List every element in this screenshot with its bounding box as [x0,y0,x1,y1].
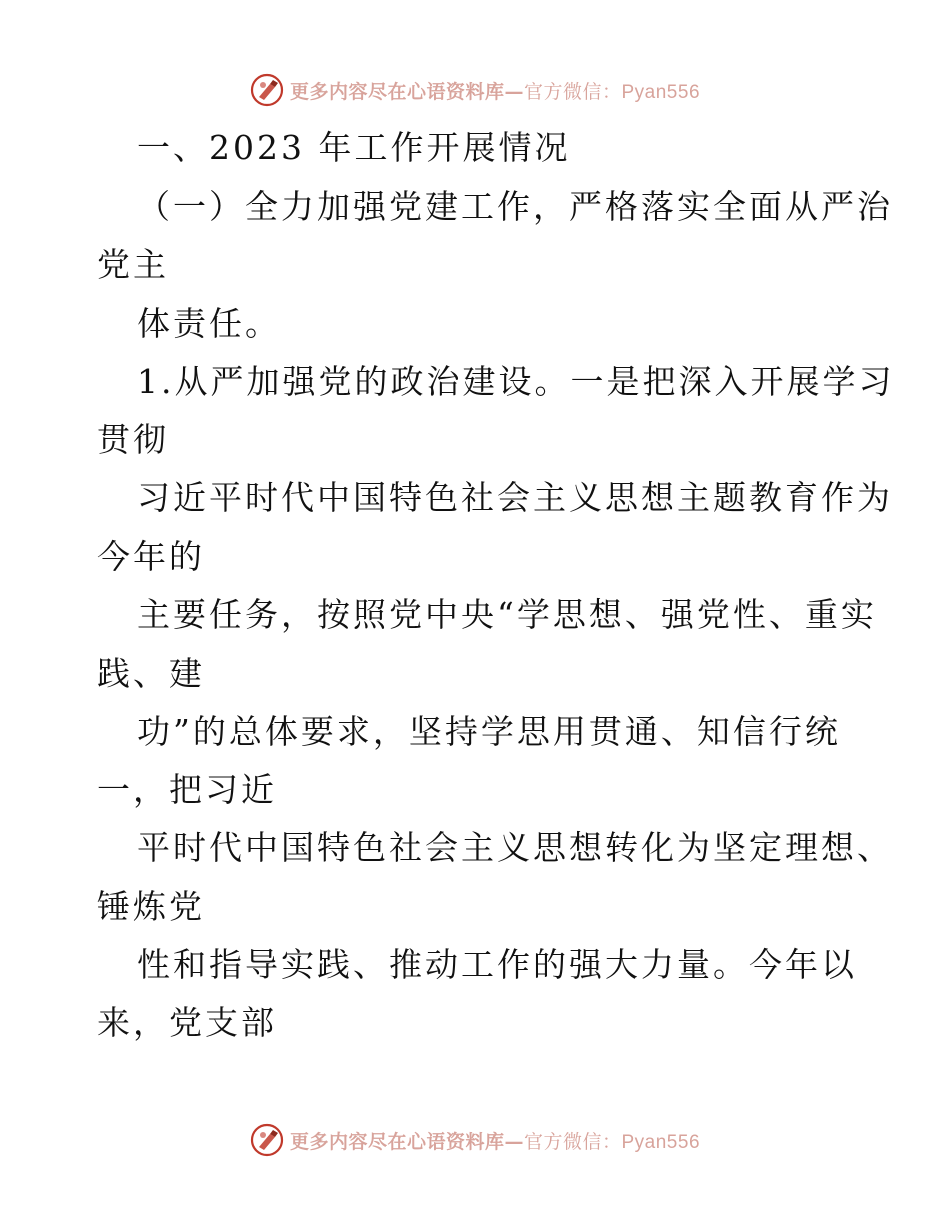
paragraph-line: 今年的 [97,537,205,576]
banner-dash: — [504,80,524,103]
paragraph-line: 平时代中国特色社会主义思想转化为坚定理想、 [137,828,893,867]
paragraph-line: 体责任。 [137,304,281,343]
paragraph-line: （一）全力加强党建工作，严格落实全面从严治 [137,187,893,226]
pen-logo-icon [250,1123,284,1157]
paragraph-line: 党主 [97,245,169,284]
banner-wechat: 官方微信：Pyan556 [524,1131,701,1153]
paragraph-line: 践、建 [97,654,205,693]
banner-wechat: 官方微信：Pyan556 [524,81,701,103]
footer-watermark-banner [0,1120,950,1160]
paragraph-line: 功”的总体要求，坚持学思用贯通、知信行统 [137,712,841,751]
banner-dash: — [504,1130,524,1153]
paragraph-line: 锤炼党 [97,887,205,926]
banner-title: 更多内容尽在心语资料库 [289,80,505,103]
paragraph-line: 习近平时代中国特色社会主义思想主题教育作为 [137,478,893,517]
paragraph-line: 主要任务，按照党中央“学思想、强党性、重实 [137,595,877,634]
section-heading: 一、2023 年工作开展情况 [137,128,571,167]
paragraph-line: 性和指导实践、推动工作的强大力量。今年以 [137,945,857,984]
paragraph-line: 1.从严加强党的政治建设。一是把深入开展学习 [137,362,895,401]
paragraph-line: 一，把习近 [97,770,277,809]
paragraph-line: 来，党支部 [97,1003,277,1042]
banner-title: 更多内容尽在心语资料库 [289,1130,505,1153]
paragraph-line: 贯彻 [97,420,169,459]
